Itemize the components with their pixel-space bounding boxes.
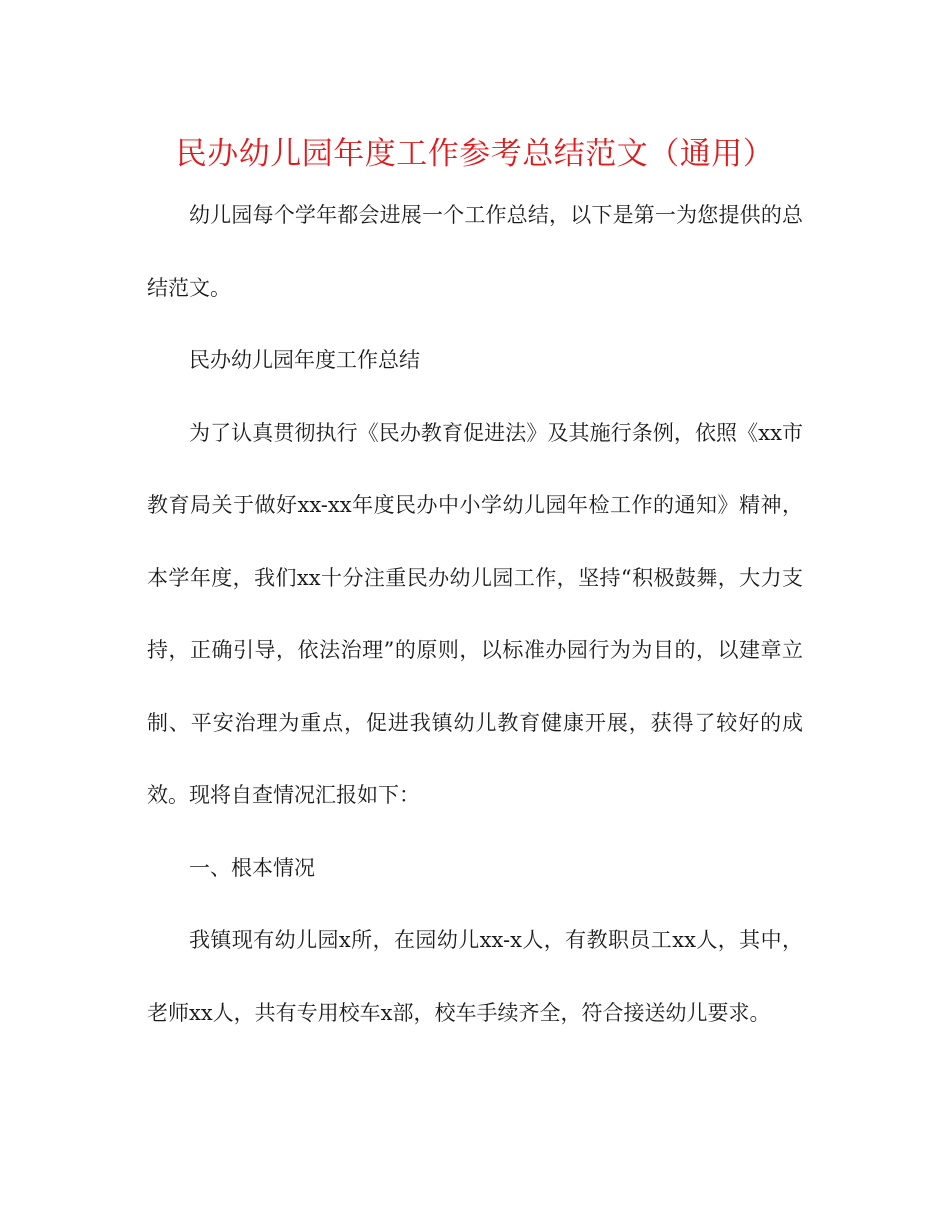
document-title: 民办幼儿园年度工作参考总结范文（通用） xyxy=(175,136,775,172)
subsection-heading: 一、根本情况 xyxy=(189,855,315,880)
section-heading: 民办幼儿园年度工作总结 xyxy=(189,348,420,372)
body-paragraph: 为了认真贯彻执行《民办教育促进法》及其施行条例，依照《xx市教育局关于做好xx-xx年度民办中小学幼儿园年检工作的通知》精神，本学年度，我们xx十分注重民办幼儿园工作，坚持“积极鼓舞，大力支持，正确引导，依法治理”的原则，以标准办园行为为目的，以建章立制、平安治理为重点，促进我镇幼儿教育健康开展，获得了较好的成效。现将自查情况汇报如下： xyxy=(147,420,803,807)
document-body xyxy=(147,179,803,1049)
intro-paragraph: 幼儿园每个学年都会进展一个工作总结，以下是第一为您提供的总结范文。 xyxy=(147,203,803,300)
body-paragraph: 我镇现有幼儿园x所，在园幼儿xx-x人，有教职员工xx人，其中，老师xx人，共有专用校车x部，校车手续齐全，符合接送幼儿要求。 xyxy=(147,928,803,1025)
